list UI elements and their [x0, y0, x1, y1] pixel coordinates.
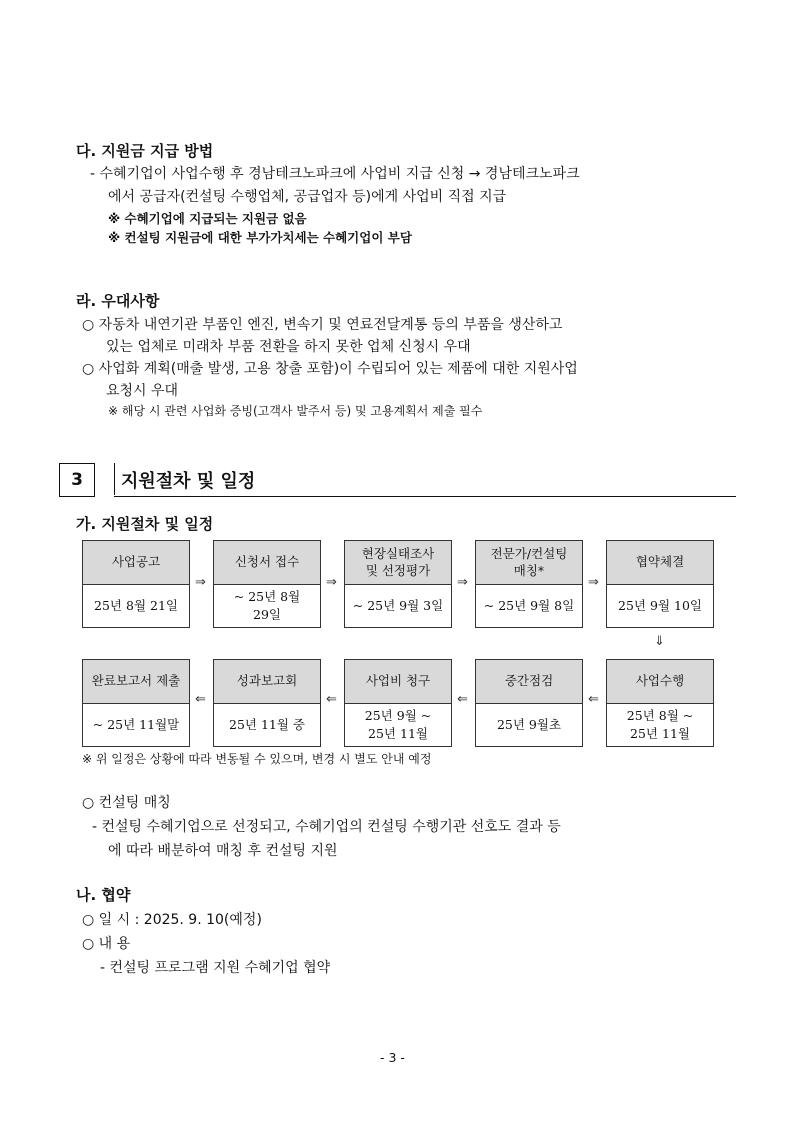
na-item-2: ○ 내 용	[82, 936, 131, 952]
section-heading-ga: 가. 지원절차 및 일정	[76, 515, 214, 533]
da-line-2: 에서 공급자(컨설팅 수행업체, 공급업자 등)에게 사업비 직접 지급	[108, 189, 507, 205]
consult-item: ○ 컨설팅 매칭	[82, 795, 171, 811]
section-title: 지원절차 및 일정	[121, 471, 256, 492]
page-number: - 3 -	[380, 1050, 405, 1065]
arrow-left-icon: ⇐	[457, 692, 468, 707]
step-label: 성과보고회	[214, 660, 320, 704]
process-step-final-report	[82, 659, 190, 747]
schedule-note: ※ 위 일정은 상황에 따라 변동될 수 있으며, 변경 시 별도 안내 예정	[82, 752, 432, 766]
section-heading-da: 다. 지원금 지급 방법	[76, 142, 214, 160]
section-heading-ra: 라. 우대사항	[76, 292, 160, 310]
step-date: ~ 25년 11월말	[92, 716, 180, 732]
arrow-right-icon: ⇒	[588, 575, 599, 590]
process-step-announcement	[82, 540, 190, 628]
step-label: 완료보고서 제출	[83, 660, 189, 704]
section-title-bar	[114, 463, 115, 495]
section-heading-na: 나. 협약	[76, 886, 131, 904]
ra-item-1-line-1: ○ 자동차 내연기관 부품인 엔진, 변속기 및 연료전달계통 등의 부품을 생산하고	[82, 317, 563, 333]
step-date: 25년 9월초	[496, 716, 562, 732]
process-step-matching	[475, 540, 583, 628]
consult-line-2: 에 따라 배분하여 매칭 후 컨설팅 지원	[108, 843, 338, 859]
step-date: ~ 25년 8월 29일	[233, 589, 301, 622]
step-date: 25년 9월 10일	[618, 597, 702, 613]
process-step-execution	[606, 659, 714, 747]
process-step-agreement	[606, 540, 714, 628]
arrow-right-icon: ⇒	[326, 575, 337, 590]
process-step-evaluation	[344, 540, 452, 628]
step-label: 신청서 접수	[214, 541, 320, 585]
section-number-box: 3	[59, 463, 95, 497]
step-label: 사업비 청구	[345, 660, 451, 704]
na-item-1: ○ 일 시 : 2025. 9. 10(예정)	[82, 912, 262, 928]
step-label: 중간점검	[476, 660, 582, 704]
ra-note: ※ 해당 시 관련 사업화 증빙(고객사 발주서 등) 및 고용계획서 제출 필수	[108, 404, 483, 418]
step-label: 사업공고	[83, 541, 189, 585]
step-date: 25년 11월 중	[229, 716, 305, 732]
arrow-right-icon: ⇒	[195, 575, 206, 590]
da-note-2: ※ 컨설팅 지원금에 대한 부가가치세는 수혜기업이 부담	[108, 230, 412, 245]
consult-line-1: - 컨설팅 수혜기업으로 선정되고, 수혜기업의 컨설팅 수행기관 선호도 결과 등	[92, 819, 561, 835]
arrow-left-icon: ⇐	[195, 692, 206, 707]
step-label: 전문가/컨설팅 매칭*	[476, 541, 582, 585]
ra-item-2-line-1: ○ 사업화 계획(매출 발생, 고용 창출 포함)이 수립되어 있는 제품에 대한 지원사업	[82, 361, 578, 377]
step-date: 25년 8월 ~ 25년 11월	[626, 708, 694, 741]
da-line-1: - 수혜기업이 사업수행 후 경남테크노파크에 사업비 지급 신청 → 경남테크노파크	[90, 166, 580, 182]
step-label: 사업수행	[607, 660, 713, 704]
step-date: ~ 25년 9월 3일	[352, 597, 444, 613]
arrow-right-icon: ⇒	[457, 575, 468, 590]
arrow-left-icon: ⇐	[326, 692, 337, 707]
process-step-results-meeting	[213, 659, 321, 747]
da-note-1: ※ 수혜기업에 지급되는 지원금 없음	[108, 211, 307, 226]
section-underline	[114, 496, 736, 497]
process-step-expense-claim	[344, 659, 452, 747]
process-step-interim-check	[475, 659, 583, 747]
step-date: 25년 9월 ~ 25년 11월	[364, 708, 432, 741]
step-date: ~ 25년 9월 8일	[483, 597, 575, 613]
arrow-down-icon: ⇓	[654, 634, 665, 649]
na-item-2-detail: - 컨설팅 프로그램 지원 수혜기업 협약	[100, 960, 331, 976]
ra-item-2-line-2: 요청시 우대	[106, 383, 179, 399]
ra-item-1-line-2: 있는 업체로 미래차 부품 전환을 하지 못한 업체 신청시 우대	[106, 339, 471, 355]
step-label: 협약체결	[607, 541, 713, 585]
process-step-application	[213, 540, 321, 628]
arrow-left-icon: ⇐	[588, 692, 599, 707]
step-label: 현장실태조사 및 선정평가	[345, 541, 451, 585]
step-date: 25년 8월 21일	[94, 597, 178, 613]
